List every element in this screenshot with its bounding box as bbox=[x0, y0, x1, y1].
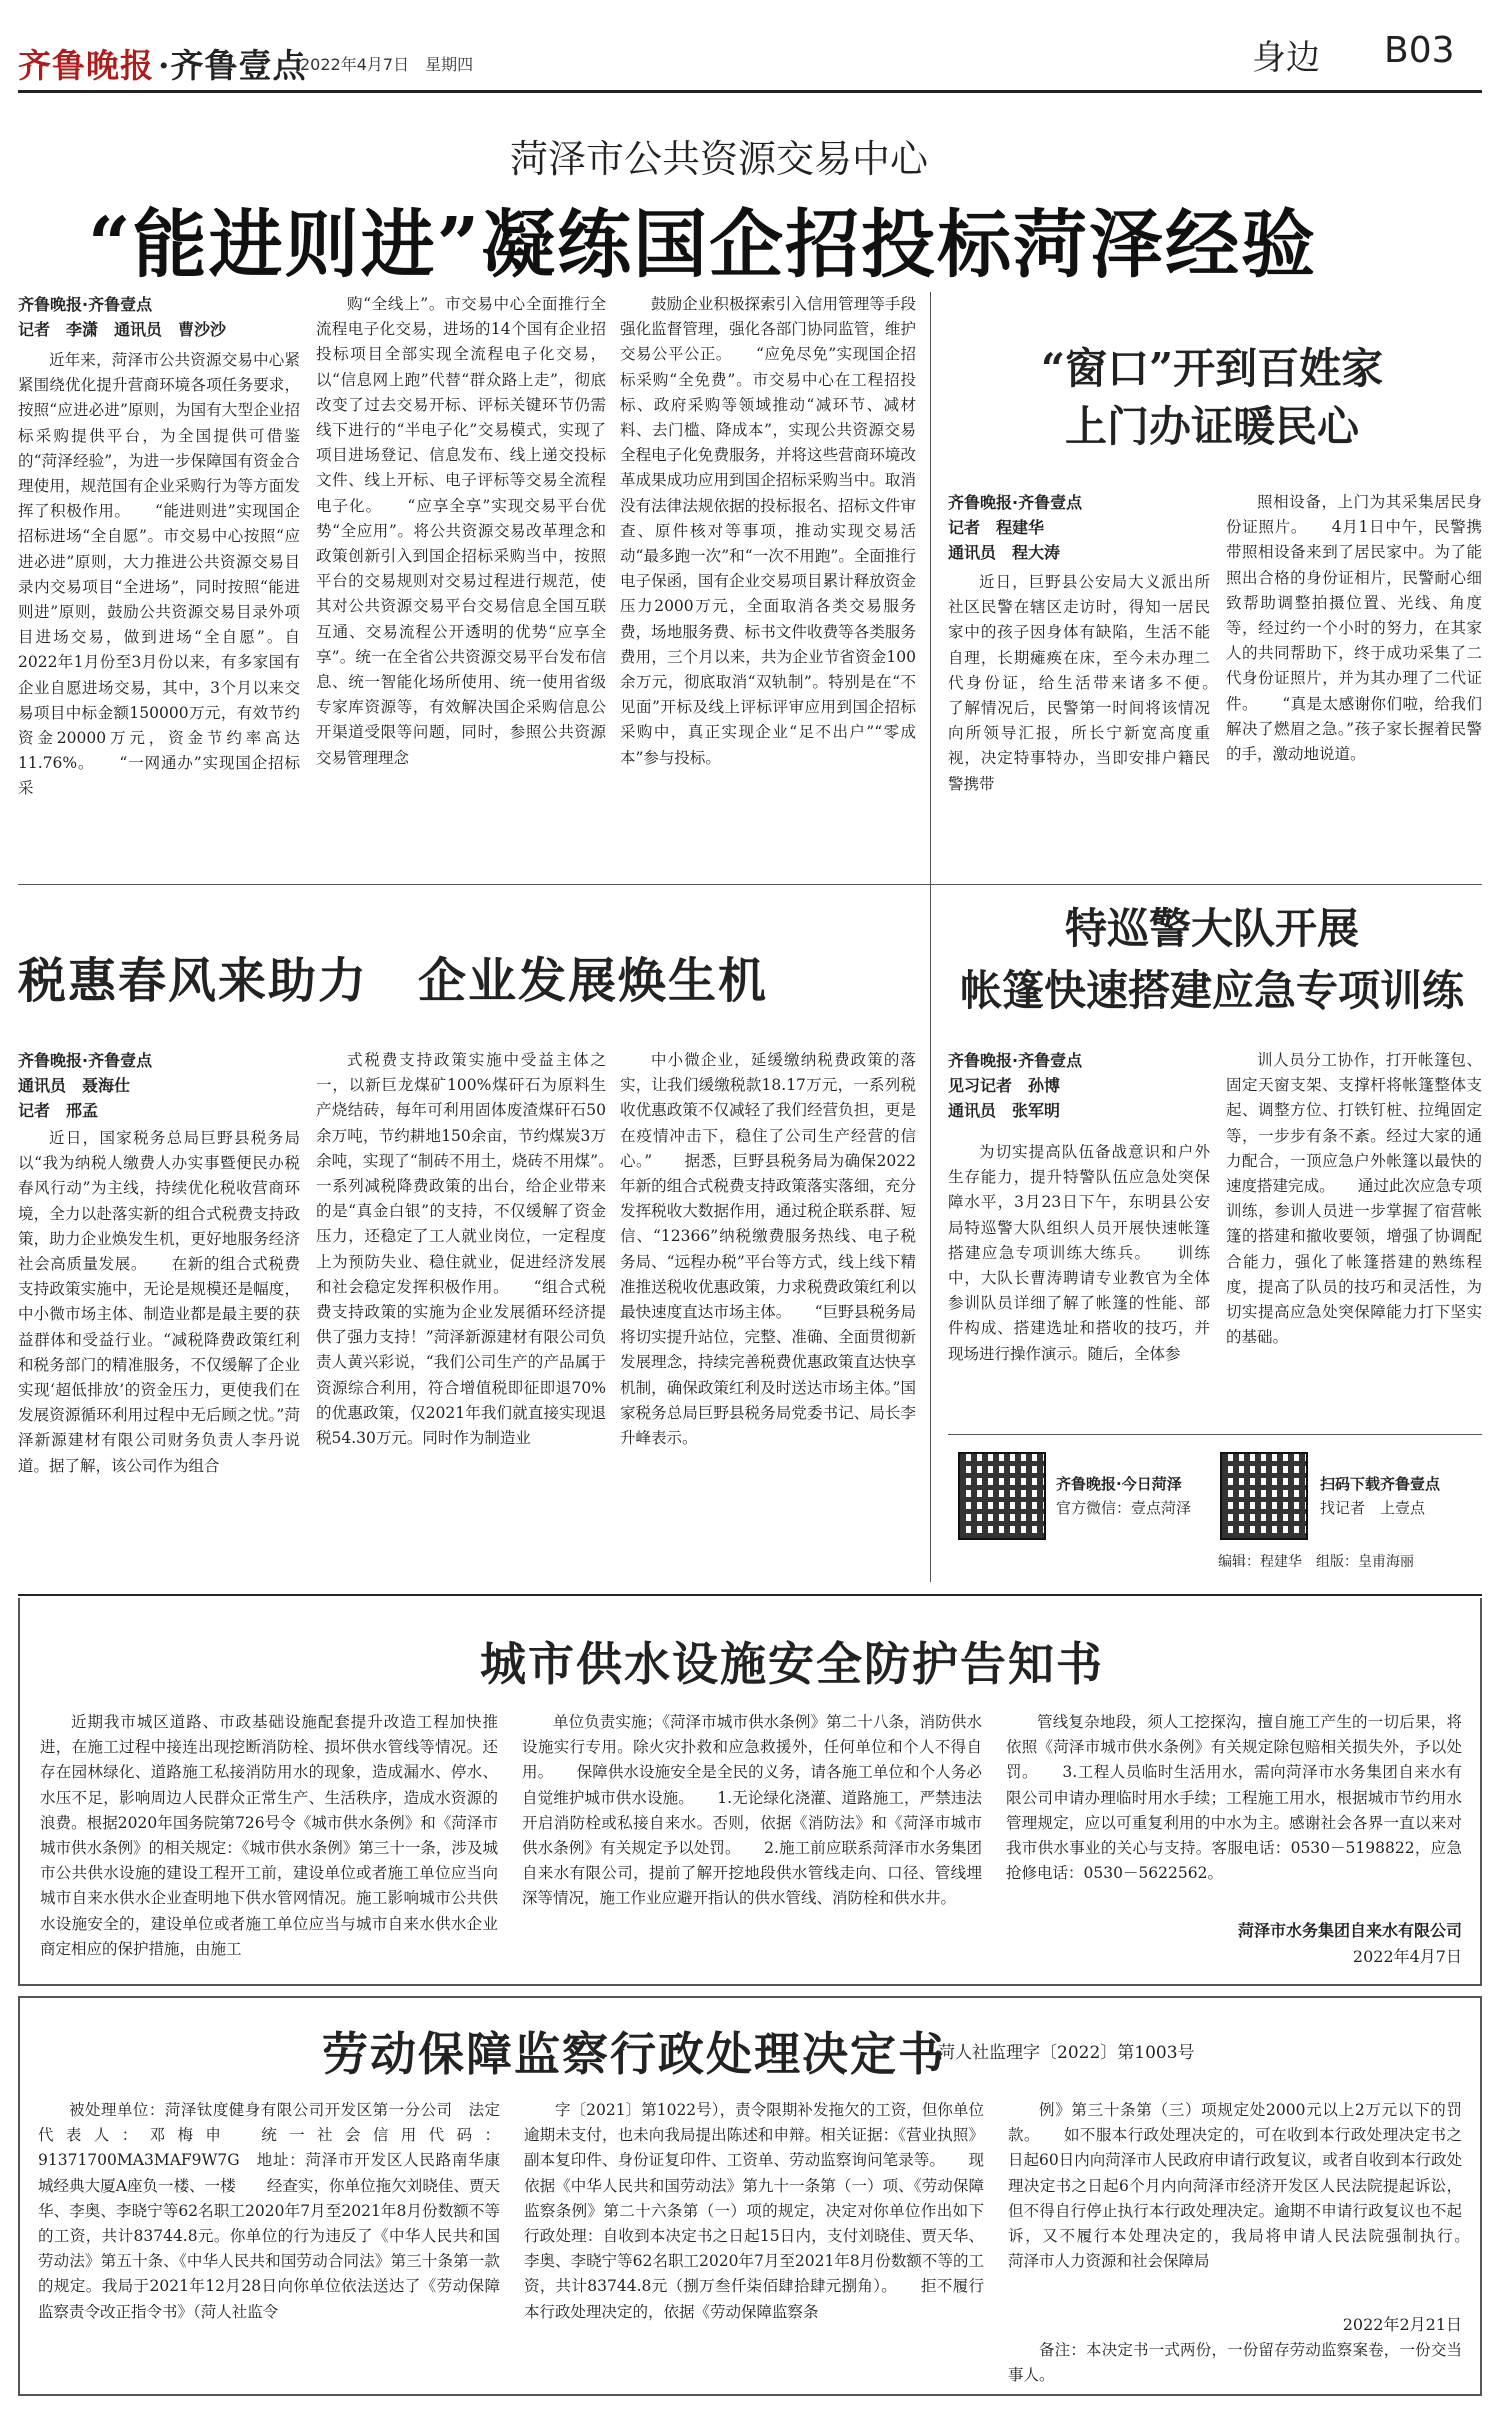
wechat-qr-code[interactable] bbox=[958, 1452, 1046, 1540]
lead-headline: “能进则进”凝练国企招投标菏泽经验 bbox=[88, 202, 1318, 288]
tax-byline: 齐鲁晚报·齐鲁壹点 通讯员 聂海仕 记者 邢孟 bbox=[18, 1051, 153, 1120]
water-notice-column-3: 管线复杂地段，须人工挖探沟，擅自施工产生的一切后果，将依照《菏泽市城市供水条例》有关规定除包赔相关损失外，予以处罚。 3.工程人员临时生活用水，需向菏泽市水务集团自来水有限公司申请办理临时用水手续；工程施工用水，根据城市节约用水管理规定，应以可重复利用的中水为主。感谢社会各界一直以来对我市供水事业的关心与支持。客服电话：0530－5198822，应急抢修电话：0530－5622562。 bbox=[1006, 1713, 1462, 1882]
tax-headline: 税惠春风来助力 企业发展焕生机 bbox=[18, 953, 769, 1009]
newspaper-logo: 齐鲁晚报 ·齐鲁壹点 bbox=[18, 46, 307, 85]
patrol-column-1: 为切实提高队伍备战意识和户外生存能力，提升特警队伍应急处突保障水平，3月23日下午，东明县公安局特巡警大队组织人员开展快速帐篷搭建应急专项训练大练兵。 训练中，大队长曹涛聘请专业教官为全体参训队员详细了解了帐篷的性能、部件构成、搭建选址和搭收的技巧，并现场进行操作演示。随后，全体参 bbox=[948, 1143, 1210, 1363]
labor-decision-column-2: 字〔2021〕第1022号），责令限期补发拖欠的工资，但你单位逾期未支付，也未向我局提出陈述和申辩。相关证据：《营业执照》副本复印件、身份证复印件、工资单、劳动监察询问笔录等。 现依据《中华人民共和国劳动法》第九十一条第（一）项、《劳动保障监察条例》第二十六条第（一）项的规定，决定对你单位作出如下行政处理：自收到本决定书之日起15日内，支付刘晓佳、贾天华、李奥、李晓宁等62名职工2020年7月至2021年8月份数额不等的工资，共计83744.8元（捌万叁仟柒佰肆拾肆元捌角）。 拒不履行本行政处理决定的，依据《劳动保障监察条 bbox=[524, 2101, 984, 2321]
labor-decision-note: 备注：本决定书一式两份，一份留存劳动监察案卷，一份交当事人。 bbox=[1008, 2341, 1462, 2385]
tax-column-2: 式税费支持政策实施中受益主体之一，以新巨龙煤矿100%煤矸石为原料生产烧结砖，每年可利用固体废渣煤矸石50余万吨，节约耕地150余亩，节约煤炭3万余吨，实现了“制砖不用土，烧砖不用煤”。 一系列减税降费政策的出台，给企业带来的是“真金白银”的支持，不仅缓解了资金压力，还稳定了工人就业岗位，一定程度上为预防失业、稳住就业，促进经济发展和社会稳定发挥积极作用。 “组合式税费支持政策的实施为企业发展循环经济提供了强力支持！”菏泽新源建材有限公司负责人黄兴彩说，“我们公司生产的产品属于资源综合利用，符合增值税即征即退70%的优惠政策，仅2021年我们就直接实现退税54.30万元。同时作为制造业 bbox=[316, 1051, 606, 1448]
patrol-byline: 齐鲁晚报·齐鲁壹点 见习记者 孙博 通讯员 张军明 bbox=[948, 1051, 1083, 1120]
tax-column-3: 中小微企业，延缓缴纳税费政策的落实，让我们缓缴税款18.17万元，一系列税收优惠政策不仅减轻了我们经营负担，更是在疫情冲击下，稳住了公司生产经营的信心。” 据悉，巨野县税务局为确保2022年新的组合式税费支持政策落实落细，充分发挥税收大数据作用，通过税企联系群、短信、“12366”纳税缴费服务热线、电子税务局、“远程办税”平台等方式，线上线下精准推送税收优惠政策，力求税费政策红利以最快速度直达市场主体。 “巨野县税务局将切实提升站位，完整、准确、全面贯彻新发展理念，持续完善税费优惠政策直达快享机制，确保政策红利及时送达市场主体。”国家税务总局巨野县税务局党委书记、局长李升峰表示。 bbox=[620, 1051, 916, 1448]
window-column-2: 照相设备，上门为其采集居民身份证照片。 4月1日中午，民警携带照相设备来到了居民家中。为了能照出合格的身份证相片，民警耐心细致帮助调整拍摄位置、光线、角度等，经过约一个小时的努力，在其家人的共同帮助下，终于成功采集了二代身份证照片，并为其办理了二代证件。 “真是太感谢你们啦，给我们解决了燃眉之急。”孩子家长握着民警的手，激动地说道。 bbox=[1226, 493, 1482, 764]
labor-decision-date: 2022年2月21日 bbox=[1342, 2315, 1462, 2334]
water-notice-title: 城市供水设施安全防护告知书 bbox=[480, 1637, 1104, 1691]
masthead bbox=[0, 0, 1500, 94]
lead-column-2: 购“全线上”。市交易中心全面推行全流程电子化交易，进场的14个国有企业招投标项目全部实现全流程电子化交易，以“信息网上跑”代替“群众路上走”，彻底改变了过去交易开标、评标关键环节仍需线下进行的“半电子化”交易模式，实现了项目进场登记、信息发布、线上递交投标文件、线上开标、电子评标等交易全流程电子化。 “应享全享”实现交易平台优势“全应用”。将公共资源交易改革理念和政策创新引入到国企招标采购当中，按照平台的交易规则对交易过程进行规范，使其对公共资源交易平台交易信息全国互联互通、交易流程公开透明的优势“应享全享”。统一在全省公共资源交易平台发布信息、统一智能化场所使用、统一使用省级专家库资源等，有效解决国企采购信息公开渠道受限等问题，同时，参照公共资源交易管理理念 bbox=[316, 295, 606, 767]
labor-decision-column-1: 被处理单位：菏泽钛度健身有限公司开发区第一分公司 法定代表人：邓梅申 统一社会信用代码：91371700MA3MAF9W7G 地址：菏泽市开发区人民路南华康城经典大厦A座负一楼、一楼 经查实，你单位拖欠刘晓佳、贾天华、李奥、李晓宁等62名职工2020年7月至2021年8月份数额不等的工资，共计83744.8元。你单位的行为违反了《中华人民共和国劳动法》第五十条、《中华人民共和国劳动合同法》第三十条第一款的规定。我局于2021年12月28日向你单位依法送达了《劳动保障监察责令改正指令书》（菏人社监令 bbox=[38, 2101, 500, 2321]
section-divider bbox=[18, 884, 930, 885]
water-notice-signer: 菏泽市水务集团自来水有限公司 bbox=[1237, 1921, 1462, 1940]
labor-decision-column-3: 例》第三十条第（三）项规定处2000元以上2万元以下的罚款。 如不服本行政处理决定的，可在收到本行政处理决定书之日起60日内向菏泽市人民政府申请行政复议，或者自收到本行政处理决定书之日起6个月内向菏泽市经济开发区人民法院提起诉讼，但不得自行停止执行本行政处理决定。逾期不申请行政复议也不起诉，又不履行本处理决定的，我局将申请人民法院强制执行。 菏泽市人力资源和社会保障局 bbox=[1008, 2101, 1462, 2271]
patrol-title-line-2: 帐篷快速搭建应急专项训练 bbox=[959, 966, 1464, 1015]
window-byline: 齐鲁晚报·齐鲁壹点 记者 程建华 通讯员 程大涛 bbox=[948, 493, 1083, 562]
window-title-line-1: “窗口”开到百姓家 bbox=[1040, 344, 1384, 393]
labor-decision-title: 劳动保障监察行政处理决定书 bbox=[322, 2027, 946, 2081]
lead-kicker: 菏泽市公共资源交易中心 bbox=[510, 137, 929, 181]
section-name: 身边 bbox=[1252, 38, 1320, 78]
section-divider bbox=[930, 884, 1482, 885]
labor-decision-reference: 菏人社监理字〔2022〕第1003号 bbox=[938, 2043, 1195, 2063]
water-notice-column-2: 单位负责实施；《菏泽市城市供水条例》第二十八条，消防供水设施实行专用。除火灾扑救和应急救援外，任何单位和个人不得自用。 保障供水设施安全是全民的义务，请各施工单位和个人务必自觉维护城市供水设施。 1.无论绿化浇灌、道路施工，严禁违法开启消防栓或私接自来水。否则，依据《消防法》和《菏泽市城市供水条例》有关规定予以处罚。 2.施工前应联系菏泽市水务集团自来水有限公司，提前了解开挖地段供水管线走向、口径、管线埋深等情况，施工作业应避开指认的供水管线、消防栓和供水井。 bbox=[522, 1713, 982, 1908]
patrol-title-line-1: 特巡警大队开展 bbox=[1064, 904, 1359, 953]
patrol-column-2: 训人员分工协作，打开帐篷包、固定天窗支架、支撑杆将帐篷整体支起、调整方位、打铁钉桩、拉绳固定等，一步步有条不紊。经过大家的通力配合，一顶应急户外帐篷以最快的速度搭建完成。 通过此次应急专项训练，参训人员进一步掌握了宿营帐篷的搭建和撤收要领，增强了协调配合能力，强化了帐篷搭建的熟练程度，提高了队员的技巧和灵活性，为切实提高应急处突保障能力打下坚实的基础。 bbox=[1226, 1051, 1482, 1347]
window-column-1: 近日，巨野县公安局大义派出所社区民警在辖区走访时，得知一居民家中的孩子因身体有缺陷，生活不能自理，长期瘫痪在床，至今未办理二代身份证，给生活带来诸多不便。 了解情况后，民警第一时间将该情况向所领导汇报，所长宁新宽高度重视，决定特事特办，当即安排户籍民警携带 bbox=[948, 573, 1210, 793]
window-title-line-2: 上门办证暖民心 bbox=[1064, 402, 1359, 451]
water-notice-date: 2022年4月7日 bbox=[1352, 1947, 1462, 1966]
masthead-rule bbox=[18, 90, 1482, 93]
tax-column-1: 近日，国家税务总局巨野县税务局以“我为纳税人缴费人办实事暨便民办税春风行动”为主线，持续优化税收营商环境，全力以赴落实新的组合式税费支持政策，助力企业焕发生机，更好地服务经济社会高质量发展。 在新的组合式税费支持政策实施中，无论是规模还是幅度，中小微市场主体、制造业都是最主要的获益群体和受益行业。“减税降费政策红利和税务部门的精准服务，不仅缓解了企业实现‘超低排放’的资金压力，更使我们在发展资源循环利用过程中无后顾之忧。”菏泽新源建材有限公司财务负责人李丹说道。据了解，该公司作为组合 bbox=[18, 1129, 300, 1475]
column-divider bbox=[930, 292, 931, 1582]
water-notice-column-1: 近期我市城区道路、市政基础设施配套提升改造工程加快推进，在施工过程中接连出现挖断消防栓、损坏供水管线等情况。还存在园林绿化、道路施工私接消防用水的现象，造成漏水、停水、水压不足，影响周边人民群众正常生产、生活秩序，造成水资源的浪费。根据2020年国务院第726号令《城市供水条例》和《菏泽市城市供水条例》的相关规定：《城市供水条例》第三十一条，涉及城市公共供水设施的建设工程开工前，建设单位或者施工单位应当向城市自来水供水企业查明地下供水管网情况。施工影响城市公共供水设施安全的，建设单位或者施工单位应当与城市自来水供水企业商定相应的保护措施，由施工 bbox=[40, 1713, 498, 1958]
lead-column-1: 近年来，菏泽市公共资源交易中心紧紧围绕优化提升营商环境各项任务要求，按照“应进必进”原则，为国有大型企业招标采购提供平台，为全国提供可借鉴的“菏泽经验”，为进一步保障国有资金合理使用，规范国有企业采购行为等方面发挥了积极作用。 “能进则进”实现国企招标进场“全自愿”。市交易中心按照“应进必进”原则，大力推进公共资源交易目录内交易项目“全进场”，同时按照“能进则进”原则，鼓励公共资源交易目录外项目进场交易，做到进场“全自愿”。自2022年1月份至3月份以来，有多家国有企业自愿进场交易，其中，3个月以来交易项目中标金额150000万元，有效节约资金20000万元，资金节约率高达11.76%。 “一网通办”实现国企招标采 bbox=[18, 351, 300, 798]
lead-column-3: 鼓励企业积极探索引入信用管理等手段强化监督管理，强化各部门协同监管，维护交易公平公正。 “应免尽免”实现国企招标采购“全免费”。市交易中心在工程招投标、政府采购等领域推动“减环节、减材料、去门槛、降成本”，实现公共资源交易全程电子化免费服务，并将这些营商环境改革成果成功应用到国企招标采购当中。取消没有法律法规依据的投标报名、招标文件审查、原件核对等事项，推动实现交易活动“最多跑一次”和“一次不用跑”。全面推行电子保函，国有企业交易项目累计释放资金压力2000万元，全面取消各类交易服务费，场地服务费、标书文件收费等各类服务费用，三个月以来，共为企业节省资金100余万元，彻底取消“双轨制”。特别是在“不见面”开标及线上评标评审应用到国企招标采购中，真正实现企业“足不出户”“零成本”参与投标。 bbox=[620, 295, 916, 767]
wechat-qr-caption: 齐鲁晚报·今日菏泽 官方微信：壹点菏泽 bbox=[1056, 1475, 1192, 1517]
notice-top-rule bbox=[18, 1594, 1482, 1596]
lead-byline: 齐鲁晚报·齐鲁壹点 记者 李潇 通讯员 曹沙沙 bbox=[18, 295, 227, 339]
app-download-qr-code[interactable] bbox=[1220, 1452, 1308, 1540]
app-qr-caption: 扫码下载齐鲁壹点 找记者 上壹点 bbox=[1320, 1475, 1441, 1517]
qr-divider bbox=[948, 1434, 1482, 1435]
issue-date: 2022年4月7日 星期四 bbox=[300, 55, 474, 74]
editor-credit: 编辑：程建华 组版：皇甫海丽 bbox=[1218, 1554, 1414, 1570]
page-number: B03 bbox=[1384, 30, 1455, 71]
